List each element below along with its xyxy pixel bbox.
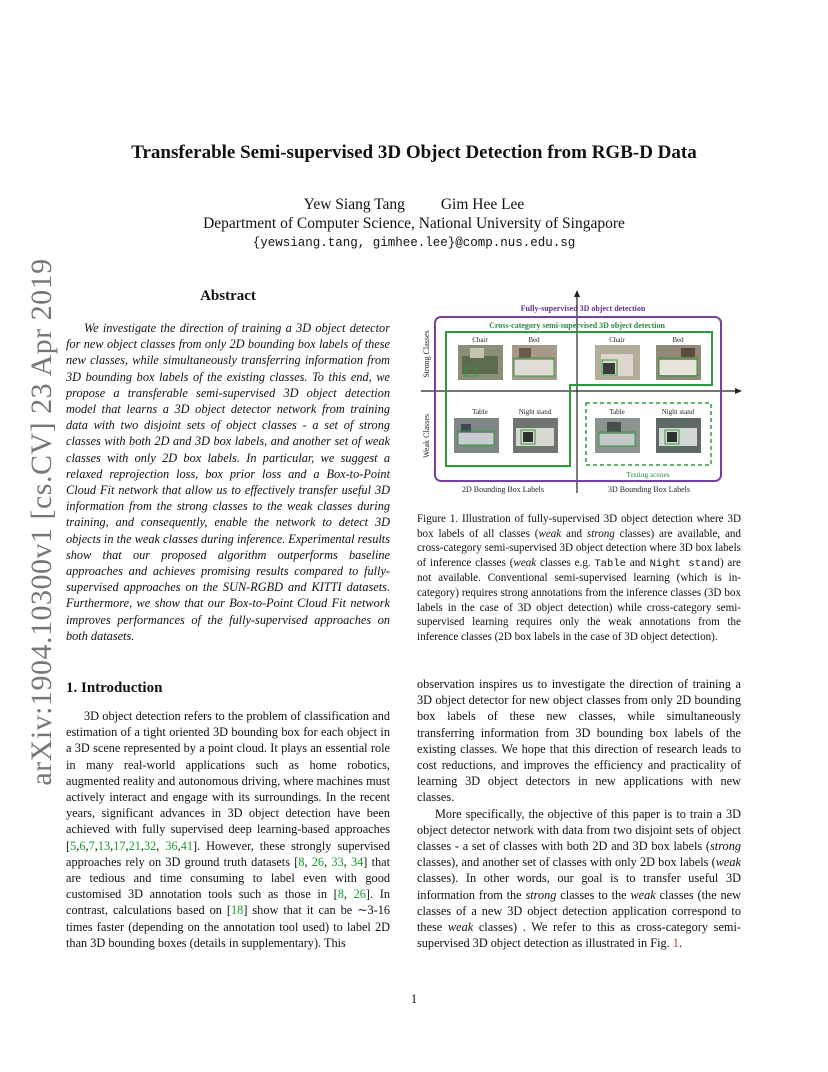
thumb-label: Bed — [672, 336, 684, 344]
thumb-chair-3d — [595, 336, 640, 380]
caption-text: and — [625, 556, 650, 569]
body-text: ]. In contrast, calculations based on [ — [66, 887, 390, 918]
caption-text: weak — [538, 527, 562, 540]
citation-link[interactable]: 7 — [88, 838, 95, 853]
caption-text: Figure 1. Illustration of fully-supervised 3D object detection where 3D box labels of all classes ( — [417, 513, 741, 540]
x-axis-arrow — [735, 388, 742, 394]
caption-text: strong — [586, 527, 615, 540]
paper-title: Transferable Semi-supervised 3D Object Detection from RGB-D Data — [131, 142, 697, 163]
caption-text: weak — [513, 556, 537, 569]
thumb-label: Night stand — [661, 408, 695, 416]
thumb-nightstand-2d — [513, 408, 558, 453]
author-name: Gim Hee Lee — [440, 196, 525, 213]
figure-caption — [417, 512, 741, 644]
affiliation: Department of Computer Science, National University of Singapore — [203, 215, 625, 232]
author-list — [0, 196, 828, 214]
body-text: . — [678, 936, 683, 951]
intro-body — [66, 708, 390, 951]
thumb-label: Table — [472, 408, 488, 416]
body-text: weak — [447, 920, 474, 935]
section-heading: 1. Introduction — [66, 680, 163, 696]
body-text: weak — [630, 887, 656, 902]
body-text: strong — [525, 887, 557, 902]
author-name: Yew Siang Tang — [303, 196, 405, 213]
caption-text: classes e.g. — [536, 556, 595, 569]
citation-link[interactable]: 17 — [113, 838, 126, 853]
citation-link[interactable]: 33 — [331, 854, 344, 869]
thumb-chair-2d — [458, 336, 503, 380]
page-number: 1 — [410, 992, 418, 1006]
x-label-2d: 2D Bounding Box Labels — [462, 485, 544, 494]
figure-reference-link[interactable]: 1 — [672, 936, 679, 951]
right-column-body — [417, 676, 741, 951]
thumb-label: Table — [609, 408, 625, 416]
body-text: classes to the — [556, 887, 631, 902]
thumb-bed-2d — [512, 336, 557, 380]
body-text: ] show that it can be ∼3-16 times faster (depending on the annotation tool used) to label 2D than 3D bounding boxes (details in supplementary). This — [66, 903, 390, 950]
intro-paragraph: 3D object detection refers to the problem of classification and estimation of a tight oriented 3D bounding box for each object in a 3D scene represented by a point cloud. It plays an essential role in many real-world applications such as home robotics, augmented reality and autonomous driving, where machines must actively interact and engage with its surroundings. In the recent years, significant advances in 3D object detection have been achieved with fully supervised deep learning-based approaches [5,6,7,13,17,21,32, 36,41]. However, these strongly supervised approaches rely on 3D ground truth datasets [8, 26, 33, 34] that are tedious and time consuming to label even with good customised 3D annotation tools such as those in [8, 26]. In contrast, calculations based on [18] show that it can be ∼3-16 times faster (depending on the annotation tool used) to label 2D than 3D bounding boxes (details in supplementary). This — [66, 709, 391, 950]
body-text: ]. However, these strongly supervised approaches rely on 3D ground truth datasets [ — [66, 838, 390, 869]
citation-link[interactable]: 32 — [143, 838, 157, 853]
inner-region-label: Cross-category semi-supervised 3D object detection — [489, 321, 665, 330]
citation-link[interactable]: 8 — [337, 887, 344, 902]
body-text: classes). In other words, our goal is to transfer useful 3D information from the — [417, 871, 741, 902]
citation-link[interactable]: 8 — [298, 854, 305, 869]
citation-link[interactable]: 13 — [97, 838, 111, 853]
y-label-weak: Weak Classes — [422, 413, 431, 459]
outer-region-label: Fully-supervised 3D object detection — [520, 304, 646, 313]
thumb-bed-3d — [656, 336, 701, 380]
body-text: classes (the new classes of a new 3D object detection application correspond to these — [417, 887, 741, 935]
body-text: strong — [710, 839, 741, 854]
body-text: 3D object detection refers to the problem of classification and estimation of a tight oriented 3D bounding box for each object in a 3D scene represented by a point cloud. It plays an essential role in many real-world applications such as home robotics, augmented reality and autonomous driving, where machines must actively interact and engage with its surroundings. In the recent years, significant advances in 3D object detection have been achieved with fully supervised deep learning-based approaches [ — [66, 709, 390, 853]
thumb-table-3d — [595, 408, 640, 453]
author-email: {yewsiang.tang, gimhee.lee}@comp.nus.edu.sg — [252, 236, 576, 250]
citation-link[interactable]: 41 — [180, 838, 193, 853]
thumb-table-2d — [454, 408, 499, 453]
abstract-text: We investigate the direction of training a 3D object detector for new object classes from only 2D bounding box labels of these new classes, while simultaneously transferring information from 3D bounding box labels of the existing classes. To this end, we propose a transferable semi-supervised 3D object detection model that learns a 3D object detector network from training data with two disjoint sets of object classes - a set of strong classes with both 2D and 3D box labels, and another set of weak classes with only 2D box labels. In particular, we suggest a relaxed reprojection loss, box prior loss and a Box-to-Point Cloud Fit network that allow us to effectively transfer useful 3D information from the strong classes to the weak classes during training, and consequently, enable the network to detect 3D objects in the weak classes during inference. Experimental results show that our proposed algorithm outperforms baseline approaches and achieves promising results compared to fully-supervised approaches on the SUN-RGBD and KITTI datasets. Furthermore, we show that our Box-to-Point Cloud Fit network improves performances of the fully-supervised approaches on both datasets. — [66, 321, 390, 643]
caption-code: Night stand — [649, 557, 720, 570]
citation-link[interactable]: 5 — [70, 838, 77, 853]
arxiv-stamp: arXiv:1904.10300v1 [cs.CV] 23 Apr 2019 — [25, 258, 58, 786]
thumb-nightstand-3d — [656, 408, 701, 453]
thumb-label: Chair — [609, 336, 625, 344]
x-label-3d: 3D Bounding Box Labels — [608, 485, 690, 494]
y-axis-arrow — [574, 290, 580, 297]
body-text: classes) . We refer to this as cross-category semi-supervised 3D object detection as illustrated in Fig. — [417, 920, 741, 951]
citation-link[interactable]: 34 — [350, 854, 364, 869]
testing-scenes-label: Testing scenes — [626, 470, 670, 479]
citation-link[interactable]: 26 — [311, 854, 325, 869]
thumb-label: Chair — [472, 336, 488, 344]
y-label-strong: Strong Classes — [422, 330, 431, 378]
body-paragraph: observation inspires us to investigate the direction of training a 3D object detector for new object classes from only 2D bounding box labels of these new classes, while simultaneously transferring information from 3D bounding box labels of the existing classes. We hope that this direction of research leads to cost reductions, and improves the efficiency and practicality of learning 3D object detectors in new applications with new classes. — [417, 677, 741, 805]
caption-text: classes) are available, and cross-category semi-supervised 3D object detection where 3D box labels of inference classes ( — [417, 527, 741, 569]
citation-link[interactable]: 18 — [231, 903, 244, 918]
body-text: classes), and another set of classes with only 2D box labels ( — [417, 855, 716, 870]
caption-code: Table — [594, 557, 626, 570]
caption-text: ) are not available. Conventional semi-supervised learning (which is in-category) requires strong annotations from the inference classes (3D box labels in the case of 3D object detection) while cross-category semi-supervised learning requires only the weak annotations from the inference classes (2D box labels in the case of 3D object detection). — [417, 556, 741, 643]
body-paragraph — [417, 806, 741, 952]
figure-1 — [415, 288, 743, 498]
citation-link[interactable]: 6 — [79, 838, 86, 853]
abstract-body — [66, 320, 390, 644]
abstract-heading: Abstract — [200, 288, 256, 304]
body-text: ] that are tedious and time consuming to label even with good customised 3D annotation tools such as those in [ — [66, 854, 391, 902]
thumb-label: Bed — [528, 336, 540, 344]
body-text: More specifically, the objective of this paper is to train a 3D object detector network with data from two disjoint sets of object classes - a set of classes with both 2D and 3D box labels ( — [417, 806, 741, 854]
citation-link[interactable]: 21 — [128, 838, 141, 853]
body-text: weak — [715, 855, 741, 870]
citation-link[interactable]: 36 — [165, 838, 178, 853]
caption-text: and — [561, 527, 587, 540]
citation-link[interactable]: 26 — [353, 887, 366, 902]
thumb-label: Night stand — [518, 408, 552, 416]
